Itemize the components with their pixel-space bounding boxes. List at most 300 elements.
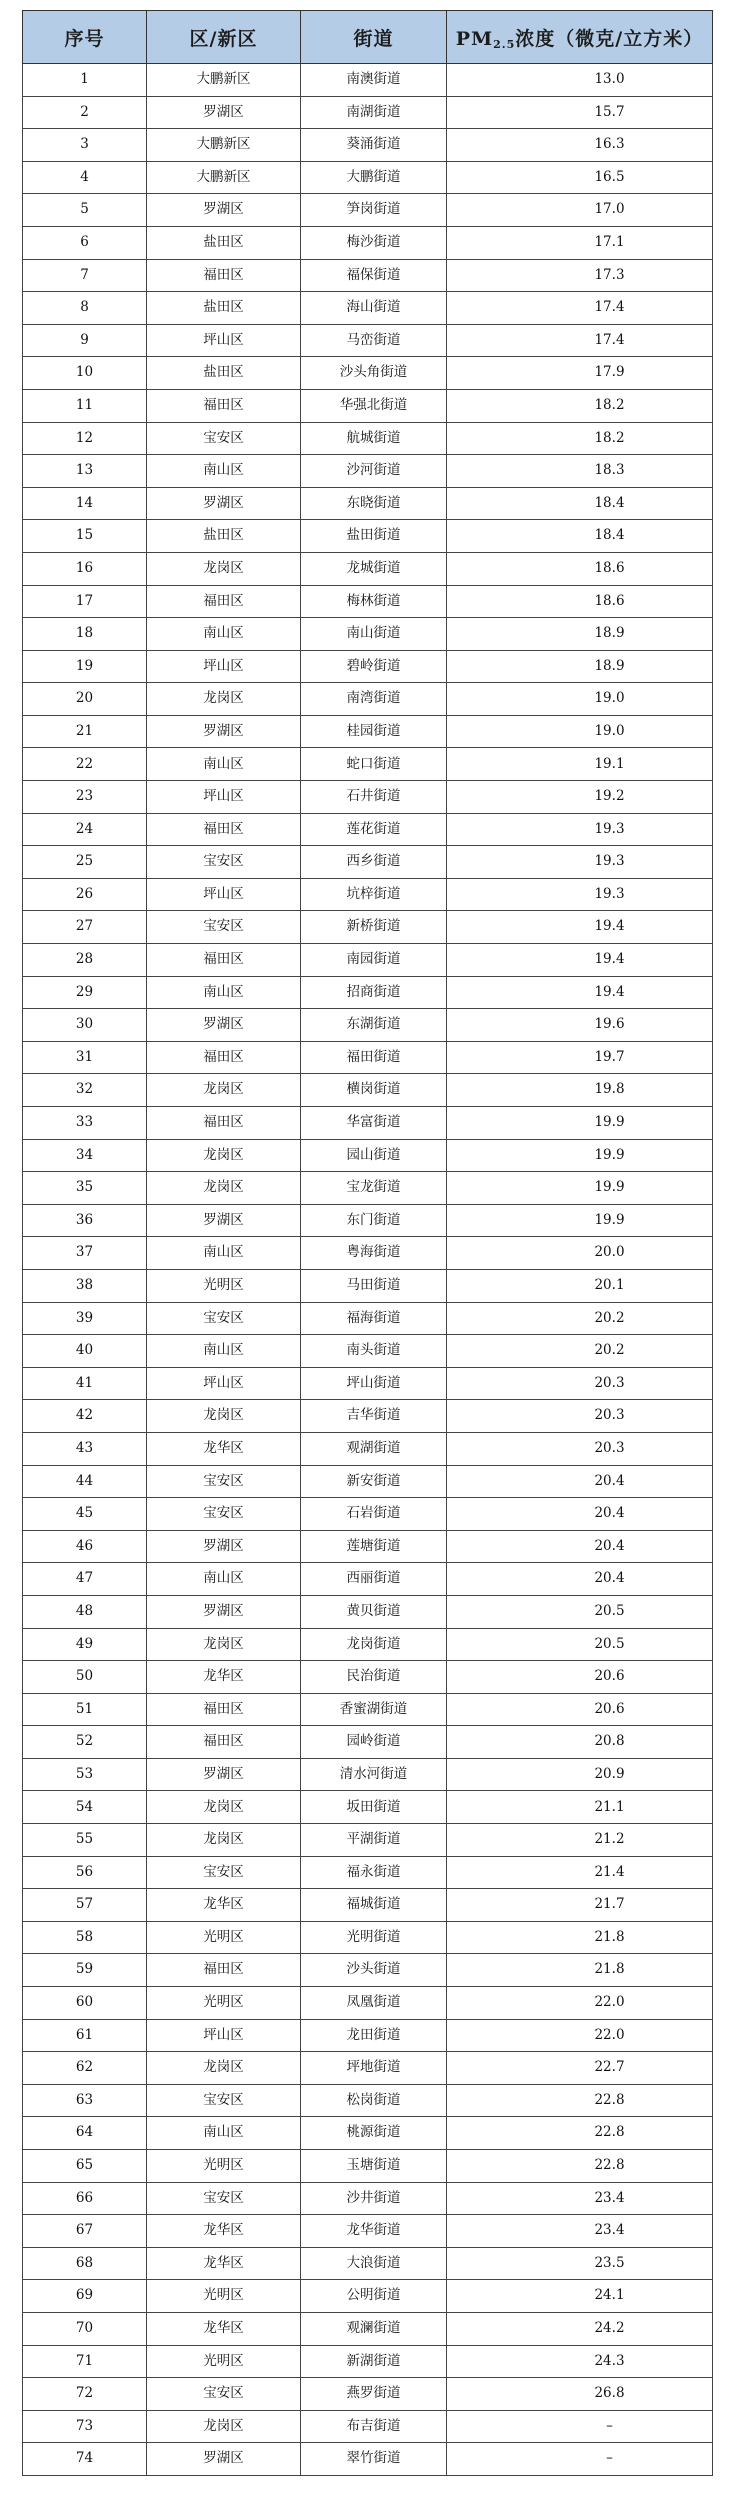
cell-pm25: 19.8 bbox=[447, 1074, 713, 1107]
cell-street: 华强北街道 bbox=[301, 389, 447, 422]
header-pm-prefix: PM bbox=[455, 27, 494, 50]
table-row bbox=[23, 1074, 713, 1107]
cell-street: 民治街道 bbox=[301, 1661, 447, 1694]
cell-index: 3 bbox=[23, 129, 147, 162]
cell-street: 航城街道 bbox=[301, 422, 447, 455]
cell-pm25: 19.9 bbox=[447, 1139, 713, 1172]
cell-district: 龙岗区 bbox=[147, 683, 301, 716]
cell-index: 34 bbox=[23, 1139, 147, 1172]
cell-district: 坪山区 bbox=[147, 650, 301, 683]
cell-index: 2 bbox=[23, 96, 147, 129]
cell-street: 新桥街道 bbox=[301, 911, 447, 944]
cell-pm25: 19.7 bbox=[447, 1041, 713, 1074]
cell-district: 宝安区 bbox=[147, 1498, 301, 1531]
cell-street: 福保街道 bbox=[301, 259, 447, 292]
table-row bbox=[23, 96, 713, 129]
cell-street: 桃源街道 bbox=[301, 2117, 447, 2150]
table-row bbox=[23, 1465, 713, 1498]
cell-street: 新湖街道 bbox=[301, 2345, 447, 2378]
cell-index: 69 bbox=[23, 2280, 147, 2313]
cell-index: 65 bbox=[23, 2150, 147, 2183]
cell-pm25: 20.6 bbox=[447, 1693, 713, 1726]
cell-district: 福田区 bbox=[147, 1107, 301, 1140]
cell-index: 14 bbox=[23, 487, 147, 520]
cell-index: 35 bbox=[23, 1172, 147, 1205]
cell-pm25: 18.9 bbox=[447, 618, 713, 651]
cell-index: 17 bbox=[23, 585, 147, 618]
cell-street: 西乡街道 bbox=[301, 846, 447, 879]
cell-pm25: 17.4 bbox=[447, 324, 713, 357]
cell-pm25: 19.9 bbox=[447, 1107, 713, 1140]
cell-street: 沙头角街道 bbox=[301, 357, 447, 390]
cell-pm25: 19.0 bbox=[447, 715, 713, 748]
cell-pm25: – bbox=[447, 2410, 713, 2443]
table-row bbox=[23, 1432, 713, 1465]
cell-index: 45 bbox=[23, 1498, 147, 1531]
cell-pm25: 19.4 bbox=[447, 976, 713, 1009]
cell-street: 平湖街道 bbox=[301, 1824, 447, 1857]
cell-district: 龙岗区 bbox=[147, 1791, 301, 1824]
cell-district: 南山区 bbox=[147, 748, 301, 781]
table-row bbox=[23, 650, 713, 683]
table-row bbox=[23, 1791, 713, 1824]
cell-street: 华富街道 bbox=[301, 1107, 447, 1140]
cell-district: 光明区 bbox=[147, 2280, 301, 2313]
cell-district: 龙岗区 bbox=[147, 1628, 301, 1661]
table-row bbox=[23, 1107, 713, 1140]
cell-index: 36 bbox=[23, 1204, 147, 1237]
cell-street: 东晓街道 bbox=[301, 487, 447, 520]
cell-index: 39 bbox=[23, 1302, 147, 1335]
cell-district: 宝安区 bbox=[147, 422, 301, 455]
cell-district: 龙岗区 bbox=[147, 2052, 301, 2085]
cell-district: 宝安区 bbox=[147, 2182, 301, 2215]
cell-district: 龙华区 bbox=[147, 2247, 301, 2280]
cell-pm25: 22.0 bbox=[447, 2019, 713, 2052]
cell-index: 40 bbox=[23, 1335, 147, 1368]
table-row bbox=[23, 944, 713, 977]
cell-street: 葵涌街道 bbox=[301, 129, 447, 162]
table-row bbox=[23, 1595, 713, 1628]
cell-district: 罗湖区 bbox=[147, 194, 301, 227]
cell-district: 光明区 bbox=[147, 2345, 301, 2378]
cell-pm25: 20.4 bbox=[447, 1530, 713, 1563]
cell-street: 燕罗街道 bbox=[301, 2378, 447, 2411]
cell-street: 莲塘街道 bbox=[301, 1530, 447, 1563]
cell-index: 29 bbox=[23, 976, 147, 1009]
cell-pm25: 21.1 bbox=[447, 1791, 713, 1824]
table-row bbox=[23, 1204, 713, 1237]
cell-index: 27 bbox=[23, 911, 147, 944]
table-row bbox=[23, 715, 713, 748]
cell-district: 宝安区 bbox=[147, 1465, 301, 1498]
cell-pm25: 22.8 bbox=[447, 2117, 713, 2150]
cell-street: 梅沙街道 bbox=[301, 226, 447, 259]
cell-index: 18 bbox=[23, 618, 147, 651]
table-row bbox=[23, 357, 713, 390]
cell-pm25: 22.7 bbox=[447, 2052, 713, 2085]
cell-street: 凤凰街道 bbox=[301, 1987, 447, 2020]
cell-index: 48 bbox=[23, 1595, 147, 1628]
cell-street: 南头街道 bbox=[301, 1335, 447, 1368]
cell-pm25: 20.2 bbox=[447, 1302, 713, 1335]
cell-pm25: 20.8 bbox=[447, 1726, 713, 1759]
cell-index: 68 bbox=[23, 2247, 147, 2280]
cell-index: 9 bbox=[23, 324, 147, 357]
cell-district: 罗湖区 bbox=[147, 487, 301, 520]
cell-pm25: 18.4 bbox=[447, 520, 713, 553]
table-row bbox=[23, 846, 713, 879]
cell-district: 宝安区 bbox=[147, 2084, 301, 2117]
cell-district: 福田区 bbox=[147, 1041, 301, 1074]
cell-pm25: 20.5 bbox=[447, 1595, 713, 1628]
cell-street: 马峦街道 bbox=[301, 324, 447, 357]
table-row bbox=[23, 161, 713, 194]
table-row bbox=[23, 2019, 713, 2052]
cell-street: 清水河街道 bbox=[301, 1758, 447, 1791]
cell-index: 55 bbox=[23, 1824, 147, 1857]
cell-district: 南山区 bbox=[147, 1563, 301, 1596]
cell-index: 73 bbox=[23, 2410, 147, 2443]
cell-pm25: 23.4 bbox=[447, 2215, 713, 2248]
cell-index: 67 bbox=[23, 2215, 147, 2248]
cell-district: 南山区 bbox=[147, 2117, 301, 2150]
cell-street: 光明街道 bbox=[301, 1921, 447, 1954]
cell-street: 龙岗街道 bbox=[301, 1628, 447, 1661]
cell-index: 19 bbox=[23, 650, 147, 683]
cell-pm25: 19.3 bbox=[447, 878, 713, 911]
cell-district: 坪山区 bbox=[147, 2019, 301, 2052]
cell-street: 沙井街道 bbox=[301, 2182, 447, 2215]
cell-index: 25 bbox=[23, 846, 147, 879]
cell-street: 东门街道 bbox=[301, 1204, 447, 1237]
cell-street: 石井街道 bbox=[301, 781, 447, 814]
cell-district: 盐田区 bbox=[147, 226, 301, 259]
cell-district: 龙岗区 bbox=[147, 1400, 301, 1433]
cell-street: 福海街道 bbox=[301, 1302, 447, 1335]
table-row bbox=[23, 976, 713, 1009]
cell-pm25: 19.2 bbox=[447, 781, 713, 814]
cell-pm25: 20.0 bbox=[447, 1237, 713, 1270]
cell-pm25: 19.4 bbox=[447, 911, 713, 944]
table-row bbox=[23, 1856, 713, 1889]
table-row bbox=[23, 2247, 713, 2280]
cell-district: 龙岗区 bbox=[147, 1074, 301, 1107]
cell-pm25: 17.0 bbox=[447, 194, 713, 227]
table-row bbox=[23, 1921, 713, 1954]
cell-street: 桂园街道 bbox=[301, 715, 447, 748]
table-row bbox=[23, 64, 713, 97]
cell-pm25: 20.4 bbox=[447, 1563, 713, 1596]
table-row bbox=[23, 292, 713, 325]
cell-street: 宝龙街道 bbox=[301, 1172, 447, 1205]
header-pm-sub: 2.5 bbox=[493, 37, 516, 51]
table-row bbox=[23, 1758, 713, 1791]
cell-pm25: 23.5 bbox=[447, 2247, 713, 2280]
cell-pm25: 24.1 bbox=[447, 2280, 713, 2313]
cell-index: 71 bbox=[23, 2345, 147, 2378]
cell-district: 龙岗区 bbox=[147, 1824, 301, 1857]
cell-index: 51 bbox=[23, 1693, 147, 1726]
cell-index: 66 bbox=[23, 2182, 147, 2215]
table-row bbox=[23, 1269, 713, 1302]
cell-street: 福城街道 bbox=[301, 1889, 447, 1922]
header-pm25 bbox=[447, 11, 713, 64]
cell-district: 罗湖区 bbox=[147, 2443, 301, 2476]
cell-pm25: 18.4 bbox=[447, 487, 713, 520]
cell-pm25: 20.6 bbox=[447, 1661, 713, 1694]
cell-pm25: 18.6 bbox=[447, 585, 713, 618]
cell-district: 盐田区 bbox=[147, 520, 301, 553]
table-row bbox=[23, 1824, 713, 1857]
table-row bbox=[23, 194, 713, 227]
cell-pm25: 19.9 bbox=[447, 1172, 713, 1205]
cell-pm25: 19.0 bbox=[447, 683, 713, 716]
cell-street: 龙城街道 bbox=[301, 552, 447, 585]
cell-street: 坑梓街道 bbox=[301, 878, 447, 911]
cell-district: 福田区 bbox=[147, 585, 301, 618]
table-row bbox=[23, 2150, 713, 2183]
cell-pm25: – bbox=[447, 2443, 713, 2476]
cell-index: 6 bbox=[23, 226, 147, 259]
cell-district: 罗湖区 bbox=[147, 715, 301, 748]
table-row bbox=[23, 1172, 713, 1205]
cell-pm25: 20.9 bbox=[447, 1758, 713, 1791]
cell-index: 1 bbox=[23, 64, 147, 97]
cell-pm25: 20.2 bbox=[447, 1335, 713, 1368]
cell-index: 74 bbox=[23, 2443, 147, 2476]
cell-pm25: 24.2 bbox=[447, 2312, 713, 2345]
cell-index: 43 bbox=[23, 1432, 147, 1465]
table-row bbox=[23, 585, 713, 618]
table-row bbox=[23, 1954, 713, 1987]
cell-index: 5 bbox=[23, 194, 147, 227]
cell-district: 福田区 bbox=[147, 813, 301, 846]
table-row bbox=[23, 1987, 713, 2020]
cell-pm25: 20.3 bbox=[447, 1367, 713, 1400]
cell-street: 笋岗街道 bbox=[301, 194, 447, 227]
cell-index: 12 bbox=[23, 422, 147, 455]
cell-pm25: 22.0 bbox=[447, 1987, 713, 2020]
cell-index: 24 bbox=[23, 813, 147, 846]
table-row bbox=[23, 422, 713, 455]
cell-index: 22 bbox=[23, 748, 147, 781]
cell-pm25: 19.4 bbox=[447, 944, 713, 977]
table-row bbox=[23, 1693, 713, 1726]
cell-street: 龙田街道 bbox=[301, 2019, 447, 2052]
table-row bbox=[23, 2345, 713, 2378]
pm25-table bbox=[22, 10, 713, 2476]
cell-pm25: 17.1 bbox=[447, 226, 713, 259]
cell-district: 光明区 bbox=[147, 1987, 301, 2020]
cell-street: 莲花街道 bbox=[301, 813, 447, 846]
cell-index: 42 bbox=[23, 1400, 147, 1433]
cell-pm25: 17.4 bbox=[447, 292, 713, 325]
cell-pm25: 21.8 bbox=[447, 1921, 713, 1954]
table-row bbox=[23, 1302, 713, 1335]
table-row bbox=[23, 2215, 713, 2248]
cell-district: 南山区 bbox=[147, 1335, 301, 1368]
cell-district: 宝安区 bbox=[147, 1856, 301, 1889]
cell-district: 福田区 bbox=[147, 1954, 301, 1987]
table-row bbox=[23, 748, 713, 781]
cell-district: 宝安区 bbox=[147, 1302, 301, 1335]
cell-street: 福永街道 bbox=[301, 1856, 447, 1889]
cell-street: 西丽街道 bbox=[301, 1563, 447, 1596]
cell-pm25: 20.1 bbox=[447, 1269, 713, 1302]
cell-district: 罗湖区 bbox=[147, 96, 301, 129]
cell-pm25: 18.6 bbox=[447, 552, 713, 585]
cell-pm25: 20.4 bbox=[447, 1465, 713, 1498]
table-row bbox=[23, 1237, 713, 1270]
cell-street: 公明街道 bbox=[301, 2280, 447, 2313]
cell-district: 龙岗区 bbox=[147, 1172, 301, 1205]
cell-street: 南湾街道 bbox=[301, 683, 447, 716]
cell-index: 56 bbox=[23, 1856, 147, 1889]
cell-district: 罗湖区 bbox=[147, 1009, 301, 1042]
table-body bbox=[23, 64, 713, 2476]
cell-district: 龙岗区 bbox=[147, 1139, 301, 1172]
table-row bbox=[23, 552, 713, 585]
table-row bbox=[23, 2052, 713, 2085]
cell-street: 南湖街道 bbox=[301, 96, 447, 129]
cell-district: 大鹏新区 bbox=[147, 64, 301, 97]
cell-street: 香蜜湖街道 bbox=[301, 1693, 447, 1726]
cell-street: 布吉街道 bbox=[301, 2410, 447, 2443]
cell-index: 7 bbox=[23, 259, 147, 292]
cell-pm25: 19.3 bbox=[447, 813, 713, 846]
cell-district: 南山区 bbox=[147, 618, 301, 651]
cell-index: 63 bbox=[23, 2084, 147, 2117]
table-row bbox=[23, 520, 713, 553]
cell-street: 黄贝街道 bbox=[301, 1595, 447, 1628]
cell-street: 马田街道 bbox=[301, 1269, 447, 1302]
cell-district: 坪山区 bbox=[147, 781, 301, 814]
table-row bbox=[23, 618, 713, 651]
cell-index: 15 bbox=[23, 520, 147, 553]
cell-street: 坂田街道 bbox=[301, 1791, 447, 1824]
cell-street: 观澜街道 bbox=[301, 2312, 447, 2345]
cell-street: 招商街道 bbox=[301, 976, 447, 1009]
cell-index: 59 bbox=[23, 1954, 147, 1987]
table-row bbox=[23, 2312, 713, 2345]
cell-street: 东湖街道 bbox=[301, 1009, 447, 1042]
cell-pm25: 18.2 bbox=[447, 422, 713, 455]
cell-index: 16 bbox=[23, 552, 147, 585]
table-row bbox=[23, 911, 713, 944]
cell-index: 10 bbox=[23, 357, 147, 390]
cell-district: 龙华区 bbox=[147, 2312, 301, 2345]
cell-district: 坪山区 bbox=[147, 878, 301, 911]
cell-index: 54 bbox=[23, 1791, 147, 1824]
cell-index: 31 bbox=[23, 1041, 147, 1074]
cell-district: 南山区 bbox=[147, 1237, 301, 1270]
table-row bbox=[23, 1628, 713, 1661]
table-row bbox=[23, 1041, 713, 1074]
cell-index: 49 bbox=[23, 1628, 147, 1661]
cell-pm25: 17.9 bbox=[447, 357, 713, 390]
cell-street: 横岗街道 bbox=[301, 1074, 447, 1107]
table-row bbox=[23, 2443, 713, 2476]
cell-street: 南山街道 bbox=[301, 618, 447, 651]
header-district: 区/新区 bbox=[147, 11, 301, 64]
cell-pm25: 26.8 bbox=[447, 2378, 713, 2411]
cell-district: 罗湖区 bbox=[147, 1530, 301, 1563]
table-row bbox=[23, 1726, 713, 1759]
cell-pm25: 18.2 bbox=[447, 389, 713, 422]
cell-pm25: 20.5 bbox=[447, 1628, 713, 1661]
table-row bbox=[23, 324, 713, 357]
cell-street: 玉塘街道 bbox=[301, 2150, 447, 2183]
cell-index: 57 bbox=[23, 1889, 147, 1922]
cell-index: 41 bbox=[23, 1367, 147, 1400]
cell-district: 福田区 bbox=[147, 1693, 301, 1726]
cell-district: 盐田区 bbox=[147, 292, 301, 325]
cell-pm25: 21.8 bbox=[447, 1954, 713, 1987]
cell-street: 南澳街道 bbox=[301, 64, 447, 97]
cell-index: 61 bbox=[23, 2019, 147, 2052]
cell-index: 13 bbox=[23, 455, 147, 488]
table-row bbox=[23, 1139, 713, 1172]
cell-pm25: 23.4 bbox=[447, 2182, 713, 2215]
cell-index: 37 bbox=[23, 1237, 147, 1270]
cell-pm25: 20.4 bbox=[447, 1498, 713, 1531]
cell-district: 宝安区 bbox=[147, 846, 301, 879]
header-row bbox=[23, 11, 713, 64]
cell-pm25: 13.0 bbox=[447, 64, 713, 97]
cell-street: 海山街道 bbox=[301, 292, 447, 325]
cell-pm25: 21.2 bbox=[447, 1824, 713, 1857]
cell-street: 吉华街道 bbox=[301, 1400, 447, 1433]
cell-pm25: 21.4 bbox=[447, 1856, 713, 1889]
cell-district: 光明区 bbox=[147, 1921, 301, 1954]
table-row bbox=[23, 2117, 713, 2150]
cell-index: 33 bbox=[23, 1107, 147, 1140]
cell-street: 碧岭街道 bbox=[301, 650, 447, 683]
cell-street: 蛇口街道 bbox=[301, 748, 447, 781]
cell-district: 盐田区 bbox=[147, 357, 301, 390]
cell-street: 梅林街道 bbox=[301, 585, 447, 618]
cell-district: 光明区 bbox=[147, 1269, 301, 1302]
cell-pm25: 19.1 bbox=[447, 748, 713, 781]
table-row bbox=[23, 683, 713, 716]
cell-district: 罗湖区 bbox=[147, 1758, 301, 1791]
cell-index: 20 bbox=[23, 683, 147, 716]
table-row bbox=[23, 226, 713, 259]
cell-street: 福田街道 bbox=[301, 1041, 447, 1074]
cell-pm25: 19.6 bbox=[447, 1009, 713, 1042]
cell-district: 罗湖区 bbox=[147, 1595, 301, 1628]
cell-street: 大浪街道 bbox=[301, 2247, 447, 2280]
cell-district: 福田区 bbox=[147, 259, 301, 292]
cell-district: 坪山区 bbox=[147, 1367, 301, 1400]
cell-street: 大鹏街道 bbox=[301, 161, 447, 194]
table-row bbox=[23, 813, 713, 846]
table-row bbox=[23, 487, 713, 520]
table-row bbox=[23, 1400, 713, 1433]
cell-street: 沙河街道 bbox=[301, 455, 447, 488]
cell-street: 园岭街道 bbox=[301, 1726, 447, 1759]
table-row bbox=[23, 878, 713, 911]
cell-district: 福田区 bbox=[147, 944, 301, 977]
cell-index: 46 bbox=[23, 1530, 147, 1563]
cell-pm25: 21.7 bbox=[447, 1889, 713, 1922]
cell-pm25: 15.7 bbox=[447, 96, 713, 129]
cell-street: 翠竹街道 bbox=[301, 2443, 447, 2476]
cell-pm25: 20.3 bbox=[447, 1400, 713, 1433]
cell-street: 沙头街道 bbox=[301, 1954, 447, 1987]
cell-street: 龙华街道 bbox=[301, 2215, 447, 2248]
